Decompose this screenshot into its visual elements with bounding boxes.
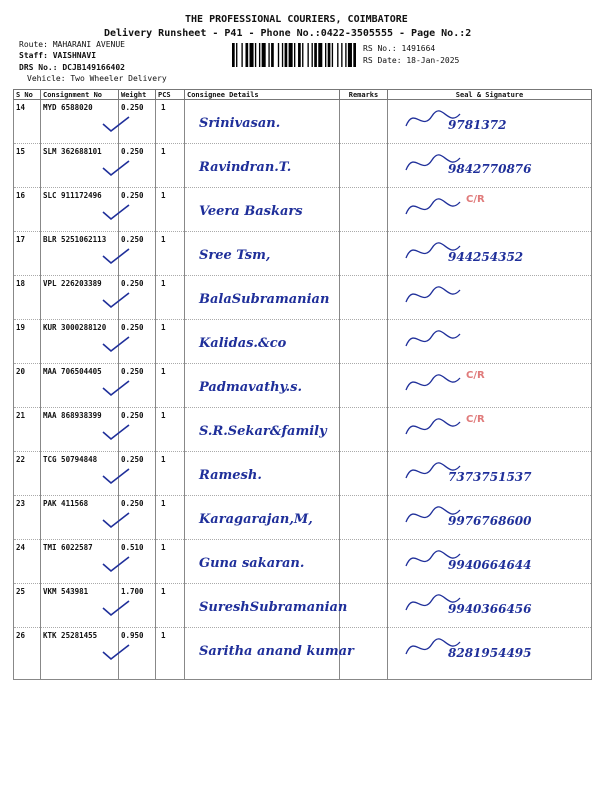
- consignee-name: BalaSubramanian: [199, 292, 330, 307]
- row-consignee: [185, 232, 340, 276]
- row-signature: [388, 100, 592, 144]
- consignee-name: Guna sakaran.: [199, 556, 305, 571]
- row-sno: 22: [14, 452, 41, 496]
- consignment-number: TCG 50794848: [43, 455, 98, 464]
- row-consignment: [41, 276, 119, 320]
- table-header: [14, 90, 592, 100]
- consignee-name: Veera Baskars: [199, 204, 303, 219]
- row-weight: 0.250: [119, 188, 156, 232]
- row-signature: [388, 584, 592, 628]
- table-row: [14, 584, 592, 628]
- row-weight: 0.950: [119, 628, 156, 680]
- row-consignee: [185, 100, 340, 144]
- row-signature: [388, 276, 592, 320]
- row-weight: 0.250: [119, 496, 156, 540]
- row-sno: 17: [14, 232, 41, 276]
- col-consignee: Consignee Details: [185, 90, 340, 100]
- phone-number: 9842770876: [448, 162, 532, 176]
- row-signature: [388, 232, 592, 276]
- row-signature: [388, 188, 592, 232]
- signature-image: [396, 278, 546, 314]
- table-row: [14, 144, 592, 188]
- row-sno: 16: [14, 188, 41, 232]
- consignment-number: BLR 5251062113: [43, 235, 107, 244]
- row-consignment: [41, 496, 119, 540]
- consignee-name: Ramesh.: [199, 468, 262, 483]
- consignment-number: MAA 706504405: [43, 367, 102, 376]
- staff-text: Staff: VAISHNAVI: [19, 51, 97, 60]
- row-remarks: [340, 540, 388, 584]
- row-weight: 0.250: [119, 364, 156, 408]
- consignee-name: SureshSubramanian: [199, 600, 348, 615]
- route-text: Route: MAHARANI AVENUE: [19, 40, 125, 49]
- consignee-name: Kalidas.&co: [199, 336, 287, 351]
- consignment-number: SLC 911172496: [43, 191, 102, 200]
- table-row: [14, 628, 592, 680]
- rs-number: RS No.: 1491664: [363, 44, 436, 53]
- runsheet-subtitle: Delivery Runsheet - P41 - Phone No.:0422-3505555 - Page No.:2: [104, 28, 472, 39]
- row-remarks: [340, 584, 388, 628]
- table-row: [14, 452, 592, 496]
- vehicle-text: Vehicle: Two Wheeler Delivery: [27, 74, 167, 83]
- row-weight: 0.250: [119, 100, 156, 144]
- consignee-name: Saritha anand kumar: [199, 644, 354, 659]
- phone-number: 7373751537: [448, 470, 532, 484]
- row-pcs: 1: [156, 628, 185, 680]
- table-row: [14, 540, 592, 584]
- consignment-number: MYD 6588020: [43, 103, 93, 112]
- row-sno: 19: [14, 320, 41, 364]
- phone-number: 9940664644: [448, 558, 532, 572]
- row-sno: 23: [14, 496, 41, 540]
- consignment-number: KTK 25281455: [43, 631, 98, 640]
- col-signature: Seal & Signature: [388, 90, 592, 100]
- row-consignee: [185, 452, 340, 496]
- row-weight: 0.250: [119, 276, 156, 320]
- row-consignment: [41, 188, 119, 232]
- row-pcs: 1: [156, 232, 185, 276]
- phone-number: 9940366456: [448, 602, 532, 616]
- consignment-number: MAA 868938399: [43, 411, 102, 420]
- row-remarks: [340, 452, 388, 496]
- row-sno: 20: [14, 364, 41, 408]
- consignee-name: Karagarajan,M,: [199, 512, 313, 527]
- row-pcs: 1: [156, 496, 185, 540]
- row-sno: 26: [14, 628, 41, 680]
- row-sno: 21: [14, 408, 41, 452]
- row-consignee: [185, 408, 340, 452]
- row-consignee: [185, 540, 340, 584]
- phone-number: 8281954495: [448, 646, 532, 660]
- row-consignee: [185, 628, 354, 680]
- col-pcs: PCS: [156, 90, 185, 100]
- row-signature: [388, 144, 592, 188]
- row-consignee: [185, 188, 340, 232]
- rs-date: RS Date: 18-Jan-2025: [363, 56, 460, 65]
- row-pcs: 1: [156, 144, 185, 188]
- row-consignment: [41, 452, 119, 496]
- row-weight: 0.250: [119, 232, 156, 276]
- row-sno: 24: [14, 540, 41, 584]
- row-weight: 0.250: [119, 144, 156, 188]
- col-remarks: Remarks: [340, 90, 388, 100]
- row-pcs: 1: [156, 276, 185, 320]
- row-remarks: [340, 496, 388, 540]
- row-signature: [388, 408, 592, 452]
- drs-text: DRS No.: DCJB149166402: [19, 63, 125, 72]
- barcode-image: [232, 43, 356, 67]
- row-sno: 18: [14, 276, 41, 320]
- runsheet-table: [13, 89, 592, 680]
- row-signature: [388, 628, 592, 680]
- row-pcs: 1: [156, 408, 185, 452]
- consignment-number: VKM 543981: [43, 587, 89, 596]
- row-consignee: [185, 496, 340, 540]
- phone-number: 9781372: [448, 118, 507, 132]
- row-remarks: [340, 144, 388, 188]
- table-row: [14, 364, 592, 408]
- row-consignee: [185, 320, 340, 364]
- cr-stamp: C/R: [466, 194, 485, 205]
- row-consignment: [41, 584, 119, 628]
- cr-stamp: C/R: [466, 370, 485, 381]
- row-consignment: [41, 408, 119, 452]
- row-consignee: [185, 276, 340, 320]
- consignee-name: S.R.Sekar&family: [199, 424, 327, 439]
- row-consignee: [185, 364, 340, 408]
- row-signature: [388, 540, 592, 584]
- row-pcs: 1: [156, 364, 185, 408]
- table-row: [14, 320, 592, 364]
- row-pcs: 1: [156, 584, 185, 628]
- row-signature: [388, 364, 592, 408]
- table-row: [14, 100, 592, 144]
- row-remarks: [340, 100, 388, 144]
- row-weight: 1.700: [119, 584, 156, 628]
- row-remarks: [340, 628, 388, 680]
- row-pcs: 1: [156, 188, 185, 232]
- phone-number: 944254352: [448, 250, 524, 264]
- row-consignment: [41, 100, 119, 144]
- row-remarks: [340, 188, 388, 232]
- row-signature: [388, 496, 592, 540]
- row-pcs: 1: [156, 320, 185, 364]
- row-weight: 0.510: [119, 540, 156, 584]
- table-row: [14, 276, 592, 320]
- row-signature: [388, 452, 592, 496]
- row-remarks: [340, 276, 388, 320]
- consignment-number: VPL 226203389: [43, 279, 102, 288]
- row-consignee: [185, 144, 340, 188]
- col-consignment: Consignment No: [41, 90, 119, 100]
- row-remarks: [340, 232, 388, 276]
- row-weight: 0.250: [119, 452, 156, 496]
- consignment-number: SLM 362688101: [43, 147, 102, 156]
- row-weight: 0.250: [119, 320, 156, 364]
- row-sno: 14: [14, 100, 41, 144]
- row-consignment: [41, 628, 119, 680]
- col-sno: S No: [14, 90, 41, 100]
- consignment-number: PAK 411568: [43, 499, 89, 508]
- row-consignment: [41, 364, 119, 408]
- row-remarks: [340, 364, 388, 408]
- table-row: [14, 188, 592, 232]
- row-consignment: [41, 144, 119, 188]
- row-pcs: 1: [156, 452, 185, 496]
- row-pcs: 1: [156, 100, 185, 144]
- consignee-name: Padmavathy.s.: [199, 380, 302, 395]
- row-sno: 25: [14, 584, 41, 628]
- table-row: [14, 496, 592, 540]
- consignee-name: Sree Tsm,: [199, 248, 271, 263]
- signature-image: [396, 322, 546, 358]
- row-consignment: [41, 540, 119, 584]
- row-consignment: [41, 320, 119, 364]
- row-consignment: [41, 232, 119, 276]
- row-sno: 15: [14, 144, 41, 188]
- phone-number: 9976768600: [448, 514, 532, 528]
- consignment-number: KUR 3000288120: [43, 323, 107, 332]
- row-remarks: [340, 320, 388, 364]
- row-consignee: [185, 584, 348, 628]
- cr-stamp: C/R: [466, 414, 485, 425]
- consignee-name: Srinivasan.: [199, 116, 281, 131]
- consignment-number: TMI 6022587: [43, 543, 93, 552]
- row-weight: 0.250: [119, 408, 156, 452]
- consignee-name: Ravindran.T.: [199, 160, 292, 175]
- row-signature: [388, 320, 592, 364]
- row-pcs: 1: [156, 540, 185, 584]
- row-remarks: [340, 408, 388, 452]
- table-row: [14, 408, 592, 452]
- company-title: THE PROFESSIONAL COURIERS, COIMBATORE: [185, 14, 408, 25]
- col-weight: Weight: [119, 90, 156, 100]
- table-row: [14, 232, 592, 276]
